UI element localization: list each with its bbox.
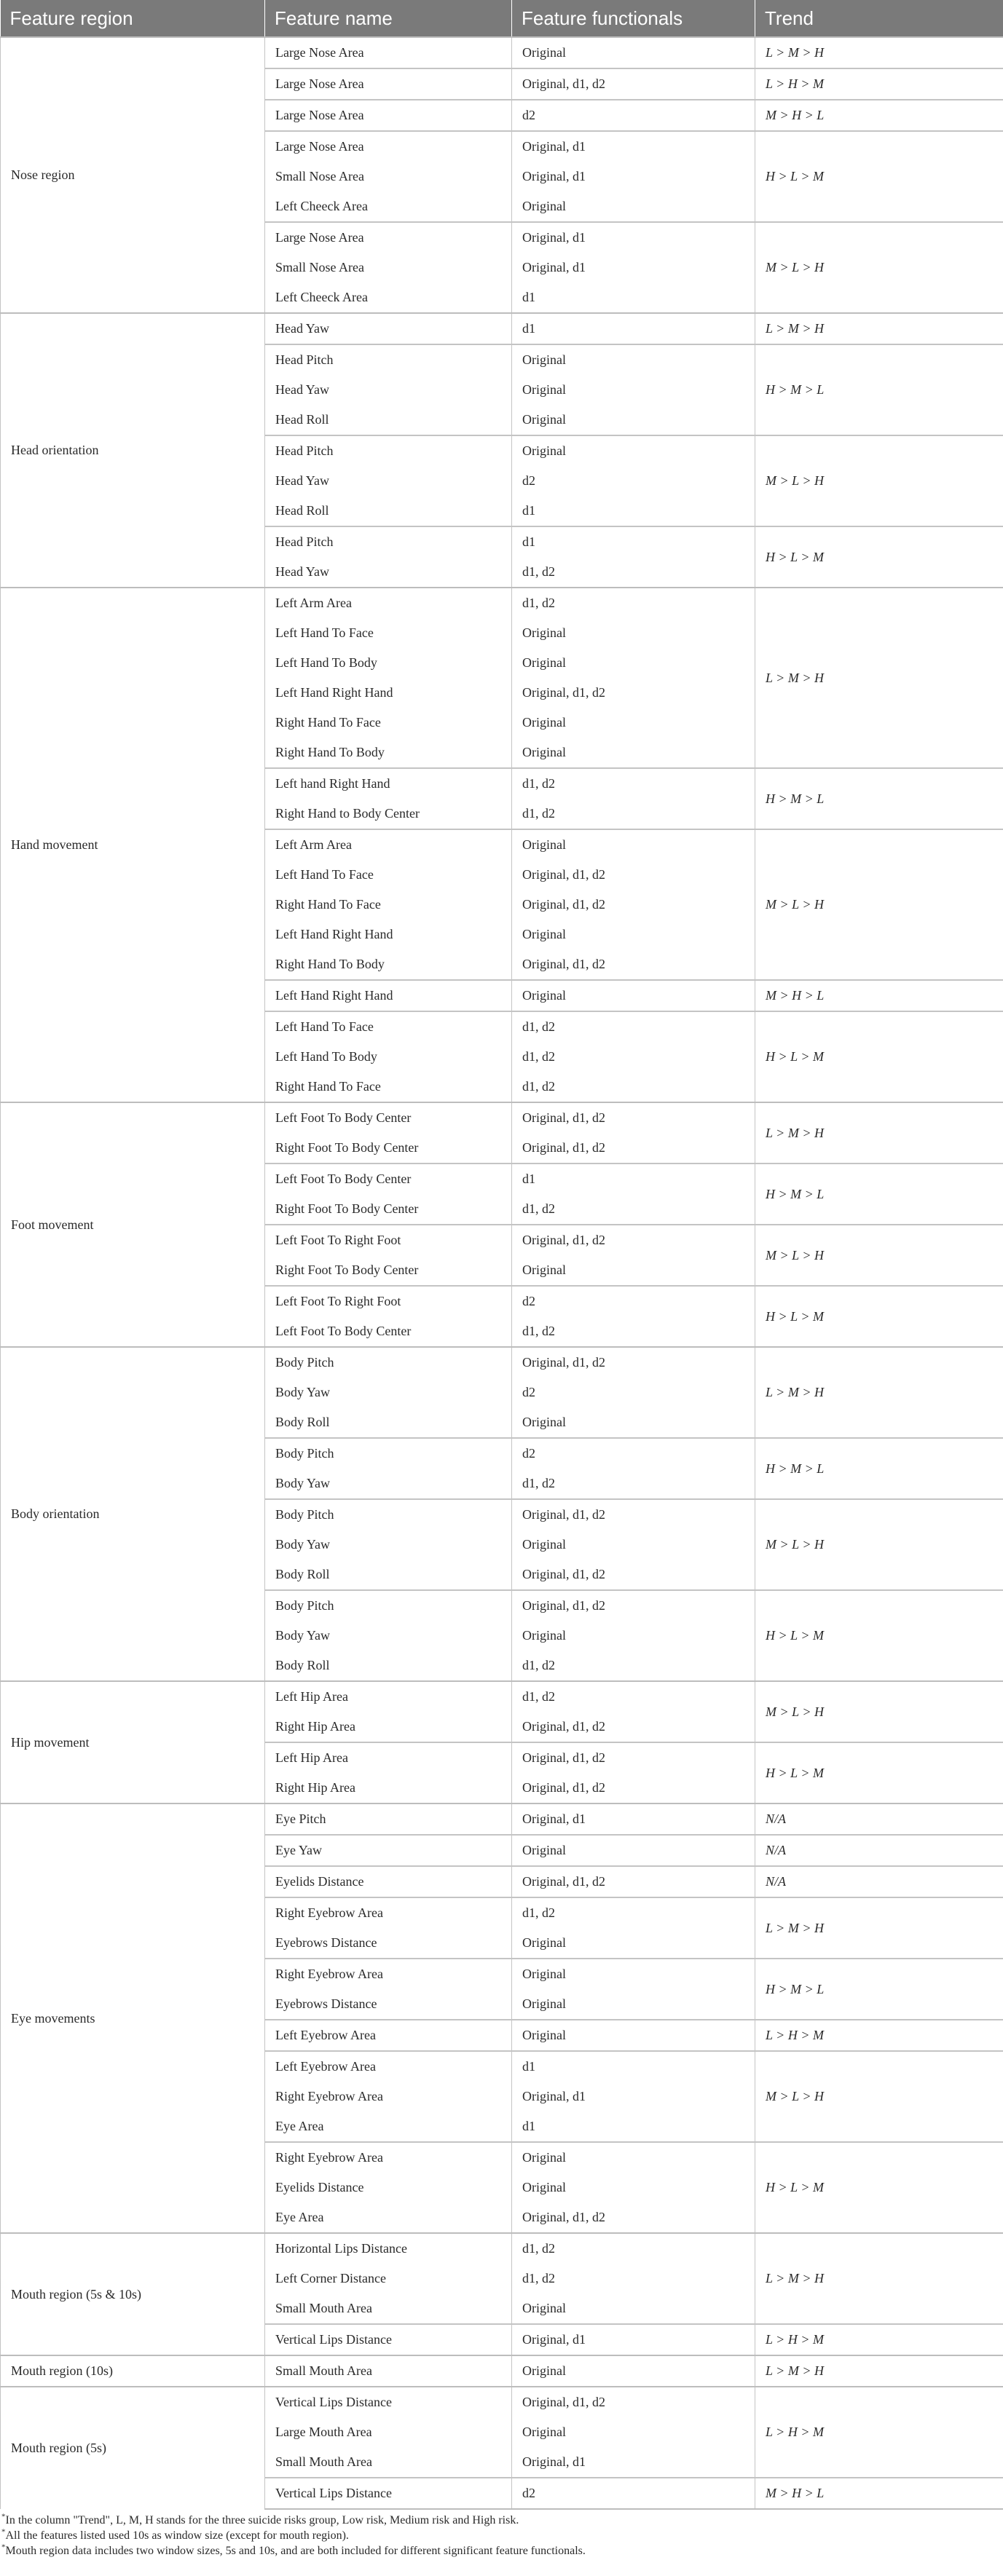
feature-name-cell: Vertical Lips Distance [265, 2387, 512, 2417]
feature-functionals-cell: d1, d2 [522, 1476, 555, 1490]
feature-name-cell: Left Cheeck Area [265, 191, 512, 222]
trend-cell: M > H > L [755, 100, 1003, 131]
feature-functionals-cell: Original [522, 655, 566, 670]
trend-cell: H > L > M [755, 526, 1003, 588]
feature-name-cell: Right Hand To Face [265, 708, 512, 738]
trend-cell: L > M > H [755, 588, 1003, 768]
feature-region-cell: Mouth region (5s) [1, 2387, 265, 2509]
feature-functionals-cell: Original, d1, d2 [512, 1590, 755, 1621]
table-row [1, 588, 1003, 618]
feature-name-cell: Head Roll [265, 496, 512, 526]
trend-cell: L > M > H [755, 37, 1003, 68]
feature-functionals-cell: d1, d2 [522, 1658, 555, 1672]
feature-functionals-cell: d1, d2 [512, 2233, 755, 2264]
feature-name-cell: Right Eyebrow Area [265, 1959, 512, 1989]
feature-functionals-cell: Original, d1, d2 [512, 68, 755, 100]
feature-functionals-cell: d1, d2 [512, 1011, 755, 1042]
feature-functionals-cell: d2 [512, 2478, 755, 2509]
feature-functionals-cell: d1, d2 [522, 564, 555, 579]
trend-cell: H > L > M [755, 1011, 1003, 1102]
feature-name-cell: Large Mouth Area [265, 2417, 512, 2447]
feature-name-cell: Body Pitch [265, 1590, 512, 1621]
feature-name-cell: Left Hand Right Hand [265, 980, 512, 1011]
feature-name-cell: Body Pitch [265, 1347, 512, 1378]
feature-functionals-cell: Original [512, 980, 755, 1011]
feature-name-cell: Large Nose Area [265, 222, 512, 253]
feature-region-cell: Head orientation [1, 313, 265, 588]
feature-functionals-cell: d1, d2 [512, 1897, 755, 1928]
feature-name-cell: Eyelids Distance [265, 2173, 512, 2202]
feature-region-cell: Eye movements [1, 1803, 265, 2233]
feature-functionals-cell: Original, d1 [522, 2089, 586, 2103]
feature-name-cell: Right Hand To Face [265, 1072, 512, 1102]
table-row [1, 1102, 1003, 1133]
feature-functionals-cell: Original, d1, d2 [512, 1102, 755, 1133]
table-header [1, 0, 1003, 37]
feature-name-cell: Right Foot To Body Center [265, 1133, 512, 1163]
trend-cell: N/A [755, 1866, 1003, 1897]
feature-region-cell: Nose region [1, 37, 265, 313]
trend-cell: M > L > H [755, 829, 1003, 980]
feature-functionals-cell: Original, d1, d2 [522, 867, 605, 882]
feature-functionals-cell: Original [512, 829, 755, 860]
feature-name-cell: Eyelids Distance [265, 1866, 512, 1897]
feature-functionals-cell: Original [522, 1263, 566, 1277]
feature-name-cell: Small Mouth Area [265, 2447, 512, 2478]
feature-functionals-cell: Original [512, 344, 755, 375]
feature-functionals-cell: d1 [522, 290, 535, 304]
trend-cell: M > L > H [755, 2051, 1003, 2142]
table-row [1, 2387, 1003, 2417]
feature-functionals-cell: d1, d2 [522, 1049, 555, 1064]
footnote: *All the features listed used 10s as window size (except for mouth region). [1, 2527, 349, 2542]
trend-cell: M > L > H [755, 1681, 1003, 1742]
feature-functionals-cell: d1 [522, 2119, 535, 2133]
footnote: *In the column "Trend", L, M, H stands for the three suicide risks group, Low risk, Medium risk and High risk. [1, 2512, 519, 2526]
feature-functionals-cell: Original, d1 [512, 222, 755, 253]
trend-cell: N/A [755, 1835, 1003, 1866]
feature-functionals-cell: Original [522, 1415, 566, 1429]
trend-cell: H > L > M [755, 131, 1003, 222]
feature-name-cell: Left hand Right Hand [265, 768, 512, 799]
footnotes [0, 2510, 1003, 2559]
feature-functionals-cell: Original, d1, d2 [522, 897, 605, 912]
feature-functionals-cell: Original, d1 [522, 169, 586, 183]
feature-name-cell: Left Hand Right Hand [265, 920, 512, 949]
trend-cell: H > M > L [755, 344, 1003, 435]
feature-name-cell: Body Yaw [265, 1621, 512, 1651]
feature-functionals-cell: d1, d2 [512, 768, 755, 799]
trend-cell: H > L > M [755, 1590, 1003, 1681]
trend-cell: L > M > H [755, 313, 1003, 344]
feature-name-cell: Body Pitch [265, 1499, 512, 1530]
feature-functionals-cell: Original [522, 715, 566, 730]
feature-name-cell: Left Hand To Body [265, 1042, 512, 1072]
trend-cell: M > H > L [755, 2478, 1003, 2509]
feature-functionals-cell: Original, d1, d2 [522, 1140, 605, 1155]
feature-name-cell: Left Foot To Body Center [265, 1163, 512, 1194]
feature-name-cell: Left Hip Area [265, 1681, 512, 1712]
feature-name-cell: Left Corner Distance [265, 2264, 512, 2293]
table-row [1, 37, 1003, 68]
feature-name-cell: Body Roll [265, 1651, 512, 1681]
feature-name-cell: Right Eyebrow Area [265, 2082, 512, 2111]
feature-name-cell: Left Hand To Face [265, 618, 512, 648]
feature-functionals-cell: d1 [512, 313, 755, 344]
feature-name-cell: Left Hand To Body [265, 648, 512, 678]
feature-functionals-cell: Original, d1, d2 [522, 957, 605, 971]
feature-name-cell: Right Hand to Body Center [265, 799, 512, 829]
feature-functionals-cell: Original [512, 1835, 755, 1866]
feature-functionals-cell: Original [512, 2142, 755, 2173]
feature-name-cell: Left Hand To Face [265, 860, 512, 890]
trend-cell: L > M > H [755, 1102, 1003, 1163]
feature-name-cell: Large Nose Area [265, 37, 512, 68]
feature-functionals-cell: d1, d2 [522, 806, 555, 821]
feature-name-cell: Left Arm Area [265, 829, 512, 860]
feature-functionals-cell: d1, d2 [522, 1324, 555, 1338]
feature-name-cell: Left Hip Area [265, 1742, 512, 1773]
feature-name-cell: Large Nose Area [265, 100, 512, 131]
feature-functionals-cell: Original, d1, d2 [522, 2210, 605, 2224]
trend-cell: M > L > H [755, 222, 1003, 313]
feature-functionals-cell: d2 [512, 100, 755, 131]
feature-region-cell: Foot movement [1, 1102, 265, 1347]
footnote: *Mouth region data includes two window sizes, 5s and 10s, and are both included for different significant feature functionals. [1, 2543, 586, 2557]
feature-functionals-cell: Original, d1, d2 [512, 1347, 755, 1378]
feature-name-cell: Small Mouth Area [265, 2355, 512, 2387]
feature-name-cell: Left Arm Area [265, 588, 512, 618]
feature-functionals-cell: d1 [512, 526, 755, 557]
trend-cell: H > M > L [755, 768, 1003, 829]
feature-name-cell: Left Hand Right Hand [265, 678, 512, 708]
feature-name-cell: Left Hand To Face [265, 1011, 512, 1042]
feature-name-cell: Eye Area [265, 2202, 512, 2233]
feature-functionals-cell: d1 [522, 503, 535, 518]
feature-functionals-cell: Original [522, 2301, 566, 2315]
trend-cell: H > M > L [755, 1959, 1003, 2020]
feature-functionals-cell: d1, d2 [512, 1681, 755, 1712]
feature-functionals-cell: d1, d2 [512, 588, 755, 618]
feature-functionals-cell: Original, d1, d2 [512, 1866, 755, 1897]
feature-name-cell: Head Pitch [265, 344, 512, 375]
feature-functionals-cell: d1, d2 [522, 1079, 555, 1094]
feature-functionals-cell: Original [522, 382, 566, 397]
feature-functionals-cell: Original, d1, d2 [522, 1567, 605, 1581]
feature-region-cell: Mouth region (10s) [1, 2355, 265, 2387]
header-trend: Trend [755, 0, 1003, 37]
feature-name-cell: Right Hand To Body [265, 738, 512, 768]
feature-region-cell: Hand movement [1, 588, 265, 1102]
trend-cell: N/A [755, 1803, 1003, 1835]
trend-cell: L > H > M [755, 2387, 1003, 2478]
feature-name-cell: Left Foot To Body Center [265, 1316, 512, 1347]
feature-name-cell: Left Eyebrow Area [265, 2020, 512, 2051]
feature-name-cell: Head Pitch [265, 435, 512, 466]
feature-name-cell: Left Eyebrow Area [265, 2051, 512, 2082]
feature-region-cell: Body orientation [1, 1347, 265, 1681]
feature-functionals-cell: d1 [512, 1163, 755, 1194]
feature-functionals-cell: Original [512, 2355, 755, 2387]
header-feature-functionals: Feature functionals [512, 0, 755, 37]
feature-functionals-cell: Original, d1 [522, 260, 586, 274]
feature-functionals-cell: Original, d1 [512, 2324, 755, 2355]
feature-name-cell: Right Eyebrow Area [265, 2142, 512, 2173]
header-feature-region: Feature region [1, 0, 265, 37]
trend-cell: L > H > M [755, 2324, 1003, 2355]
feature-name-cell: Vertical Lips Distance [265, 2324, 512, 2355]
feature-functionals-cell: Original [512, 2020, 755, 2051]
table-row [1, 313, 1003, 344]
feature-name-cell: Body Yaw [265, 1469, 512, 1499]
feature-name-cell: Small Nose Area [265, 253, 512, 283]
feature-name-cell: Head Yaw [265, 466, 512, 496]
trend-cell: M > L > H [755, 1499, 1003, 1590]
feature-name-cell: Right Hand To Face [265, 890, 512, 920]
feature-functionals-cell: Original, d1, d2 [512, 2387, 755, 2417]
feature-name-cell: Body Yaw [265, 1530, 512, 1560]
trend-cell: L > M > H [755, 1347, 1003, 1438]
table-row [1, 2355, 1003, 2387]
feature-name-cell: Eyebrows Distance [265, 1928, 512, 1959]
feature-name-cell: Left Foot To Right Foot [265, 1225, 512, 1255]
feature-region-cell: Mouth region (5s & 10s) [1, 2233, 265, 2355]
table-row [1, 2233, 1003, 2264]
feature-functionals-cell: Original [512, 37, 755, 68]
trend-cell: L > M > H [755, 2355, 1003, 2387]
feature-functionals-cell: d2 [522, 473, 535, 488]
feature-functionals-cell: Original [522, 1935, 566, 1950]
feature-functionals-cell: Original [522, 412, 566, 427]
feature-name-cell: Body Roll [265, 1407, 512, 1438]
feature-name-cell: Right Eyebrow Area [265, 1897, 512, 1928]
feature-functionals-cell: d2 [522, 1385, 535, 1399]
feature-functionals-cell: Original, d1, d2 [512, 1742, 755, 1773]
feature-functionals-cell: Original [522, 1628, 566, 1643]
feature-name-cell: Head Yaw [265, 557, 512, 588]
trend-cell: H > L > M [755, 2142, 1003, 2233]
feature-functionals-cell: Original [522, 2180, 566, 2194]
feature-name-cell: Eyebrows Distance [265, 1989, 512, 2020]
trend-cell: L > H > M [755, 68, 1003, 100]
feature-name-cell: Head Pitch [265, 526, 512, 557]
feature-functionals-cell: Original [522, 1537, 566, 1552]
table-row [1, 1681, 1003, 1712]
feature-functionals-cell: d1 [512, 2051, 755, 2082]
feature-name-cell: Head Yaw [265, 375, 512, 405]
feature-functionals-cell: Original [512, 435, 755, 466]
feature-functionals-cell: Original, d1 [522, 2454, 586, 2469]
feature-functionals-cell: Original, d1, d2 [522, 1780, 605, 1795]
feature-functionals-cell: d1, d2 [522, 1201, 555, 1216]
feature-name-cell: Small Nose Area [265, 162, 512, 191]
table-row [1, 1347, 1003, 1378]
feature-name-cell: Right Hip Area [265, 1712, 512, 1742]
trend-cell: M > H > L [755, 980, 1003, 1011]
feature-functionals-cell: Original [522, 927, 566, 941]
trend-cell: L > H > M [755, 2020, 1003, 2051]
feature-name-cell: Eye Pitch [265, 1803, 512, 1835]
trend-cell: H > M > L [755, 1438, 1003, 1499]
feature-functionals-cell: d2 [512, 1438, 755, 1469]
feature-name-cell: Left Foot To Right Foot [265, 1286, 512, 1316]
feature-functionals-cell: Original, d1, d2 [512, 1225, 755, 1255]
feature-functionals-cell: d2 [512, 1286, 755, 1316]
trend-cell: H > M > L [755, 1163, 1003, 1225]
trend-cell: L > M > H [755, 2233, 1003, 2324]
feature-name-cell: Large Nose Area [265, 68, 512, 100]
trend-cell: L > M > H [755, 1897, 1003, 1959]
feature-name-cell: Left Foot To Body Center [265, 1102, 512, 1133]
feature-functionals-cell: Original [512, 1959, 755, 1989]
feature-name-cell: Head Yaw [265, 313, 512, 344]
feature-name-cell: Right Foot To Body Center [265, 1194, 512, 1225]
header-feature-name: Feature name [265, 0, 512, 37]
feature-name-cell: Right Hip Area [265, 1773, 512, 1803]
feature-name-cell: Vertical Lips Distance [265, 2478, 512, 2509]
feature-functionals-cell: Original [522, 625, 566, 640]
feature-name-cell: Horizontal Lips Distance [265, 2233, 512, 2264]
feature-functionals-cell: Original, d1 [512, 131, 755, 162]
feature-name-cell: Eye Area [265, 2111, 512, 2142]
feature-functionals-cell: Original, d1, d2 [512, 1499, 755, 1530]
feature-name-cell: Body Yaw [265, 1378, 512, 1407]
feature-name-cell: Small Mouth Area [265, 2293, 512, 2324]
feature-functionals-cell: Original [522, 199, 566, 213]
feature-functionals-cell: Original [522, 2425, 566, 2439]
feature-functionals-cell: Original [522, 745, 566, 759]
table-body [1, 37, 1003, 2509]
feature-region-cell: Hip movement [1, 1681, 265, 1803]
feature-functionals-cell: Original, d1 [512, 1803, 755, 1835]
feature-name-cell: Body Pitch [265, 1438, 512, 1469]
trend-cell: M > L > H [755, 1225, 1003, 1286]
feature-functionals-cell: Original [522, 1996, 566, 2011]
feature-name-cell: Head Roll [265, 405, 512, 435]
feature-functionals-cell: Original, d1, d2 [522, 685, 605, 700]
trend-cell: H > L > M [755, 1286, 1003, 1347]
trend-cell: H > L > M [755, 1742, 1003, 1803]
feature-name-cell: Eye Yaw [265, 1835, 512, 1866]
feature-name-cell: Right Hand To Body [265, 949, 512, 980]
feature-functionals-cell: Original, d1, d2 [522, 1719, 605, 1734]
feature-name-cell: Body Roll [265, 1560, 512, 1590]
feature-name-cell: Left Cheeck Area [265, 283, 512, 313]
feature-name-cell: Large Nose Area [265, 131, 512, 162]
table-row [1, 1803, 1003, 1835]
feature-name-cell: Right Foot To Body Center [265, 1255, 512, 1286]
trend-cell: M > L > H [755, 435, 1003, 526]
feature-functionals-cell: d1, d2 [522, 2271, 555, 2285]
